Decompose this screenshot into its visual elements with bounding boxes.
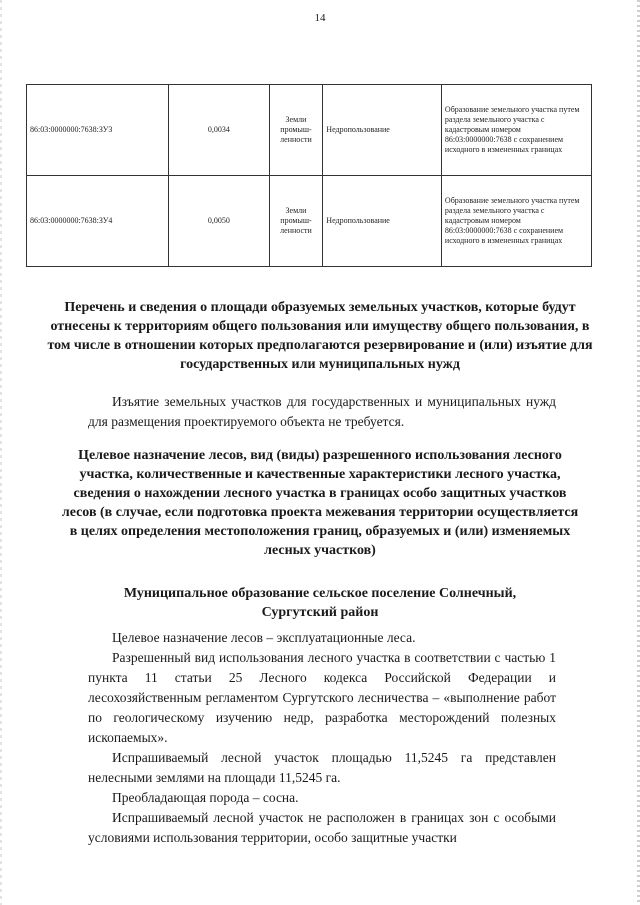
paragraph-text: Испрашиваемый лесной участок не расположен в границах зон с особыми условиями использования территории, особо защитные участки: [88, 810, 556, 845]
table-row: [27, 85, 592, 176]
paragraph-forest-purpose: [88, 628, 556, 848]
table-row: [27, 176, 592, 267]
cadastral-number-cell: 86:03:0000000:7638:ЗУ4: [27, 176, 169, 267]
page-number: 14: [314, 12, 326, 24]
parcels-table: [26, 84, 592, 267]
paragraph-text: Изъятие земельных участков для государственных и муниципальных нужд для размещения проектируемого объекта не требуется.: [88, 394, 556, 429]
scan-left-edge: [0, 0, 2, 905]
paragraph-text: Преобладающая порода – сосна.: [112, 790, 299, 805]
permitted-use-cell: Недропользование: [323, 85, 442, 176]
paragraph-text: Разрешенный вид использования лесного участка в соответствии с частью 1 пункта 11 статьи 25 Лесного кодекса Российской Федерации и лесохозяйственным регламентом Сургутского лесничества – «выполнение работ по геологическому изучению недр, разработка месторождений полезных ископаемых».: [88, 650, 556, 745]
cadastral-number-cell: 86:03:0000000:7638:ЗУ3: [27, 85, 169, 176]
section-heading-municipality: Муниципальное образование сельское поселение Солнечный, Сургутский район: [123, 586, 517, 620]
paragraph-text: Испрашиваемый лесной участок площадью 11,5245 га представлен нелесными землями на площади 11,5245 га.: [88, 750, 556, 785]
paragraph-land-withdrawal: [88, 392, 556, 432]
formation-method-cell: Образование земельного участка путем раздела земельного участка с кадастровым номером 86:03:0000000:7638 с сохранением исходного в измененных границах: [441, 176, 591, 267]
land-category-cell: Земли промыш-ленности: [269, 85, 323, 176]
land-category-cell: Земли промыш-ленности: [269, 176, 323, 267]
area-cell: 0,0050: [169, 176, 269, 267]
paragraph-text: Целевое назначение лесов – эксплуатационные леса.: [112, 630, 416, 645]
area-cell: 0,0034: [169, 85, 269, 176]
formation-method-cell: Образование земельного участка путем раздела земельного участка с кадастровым номером 86:03:0000000:7638 с сохранением исходного в измененных границах: [441, 85, 591, 176]
section-heading-public-use-plots: Перечень и сведения о площади образуемых земельных участков, которые будут отнесены к территориям общего пользования или имуществу общего пользования, в том числе в отношении которых предполагаются резервирование и (или) изъятие для государственных или муниципальных нужд: [47, 300, 593, 372]
section-heading-forest-purpose: Целевое назначение лесов, вид (виды) разрешенного использования лесного участка, количественные и качественные характеристики лесного участка, сведения о нахождении лесного участка в границах особо защитных участков лесов (в случае, если подготовка проекта межевания территории осуществляется в целях определения местоположения границ, образуемых и (или) изменяемых лесных участков): [61, 448, 579, 558]
permitted-use-cell: Недропользование: [323, 176, 442, 267]
